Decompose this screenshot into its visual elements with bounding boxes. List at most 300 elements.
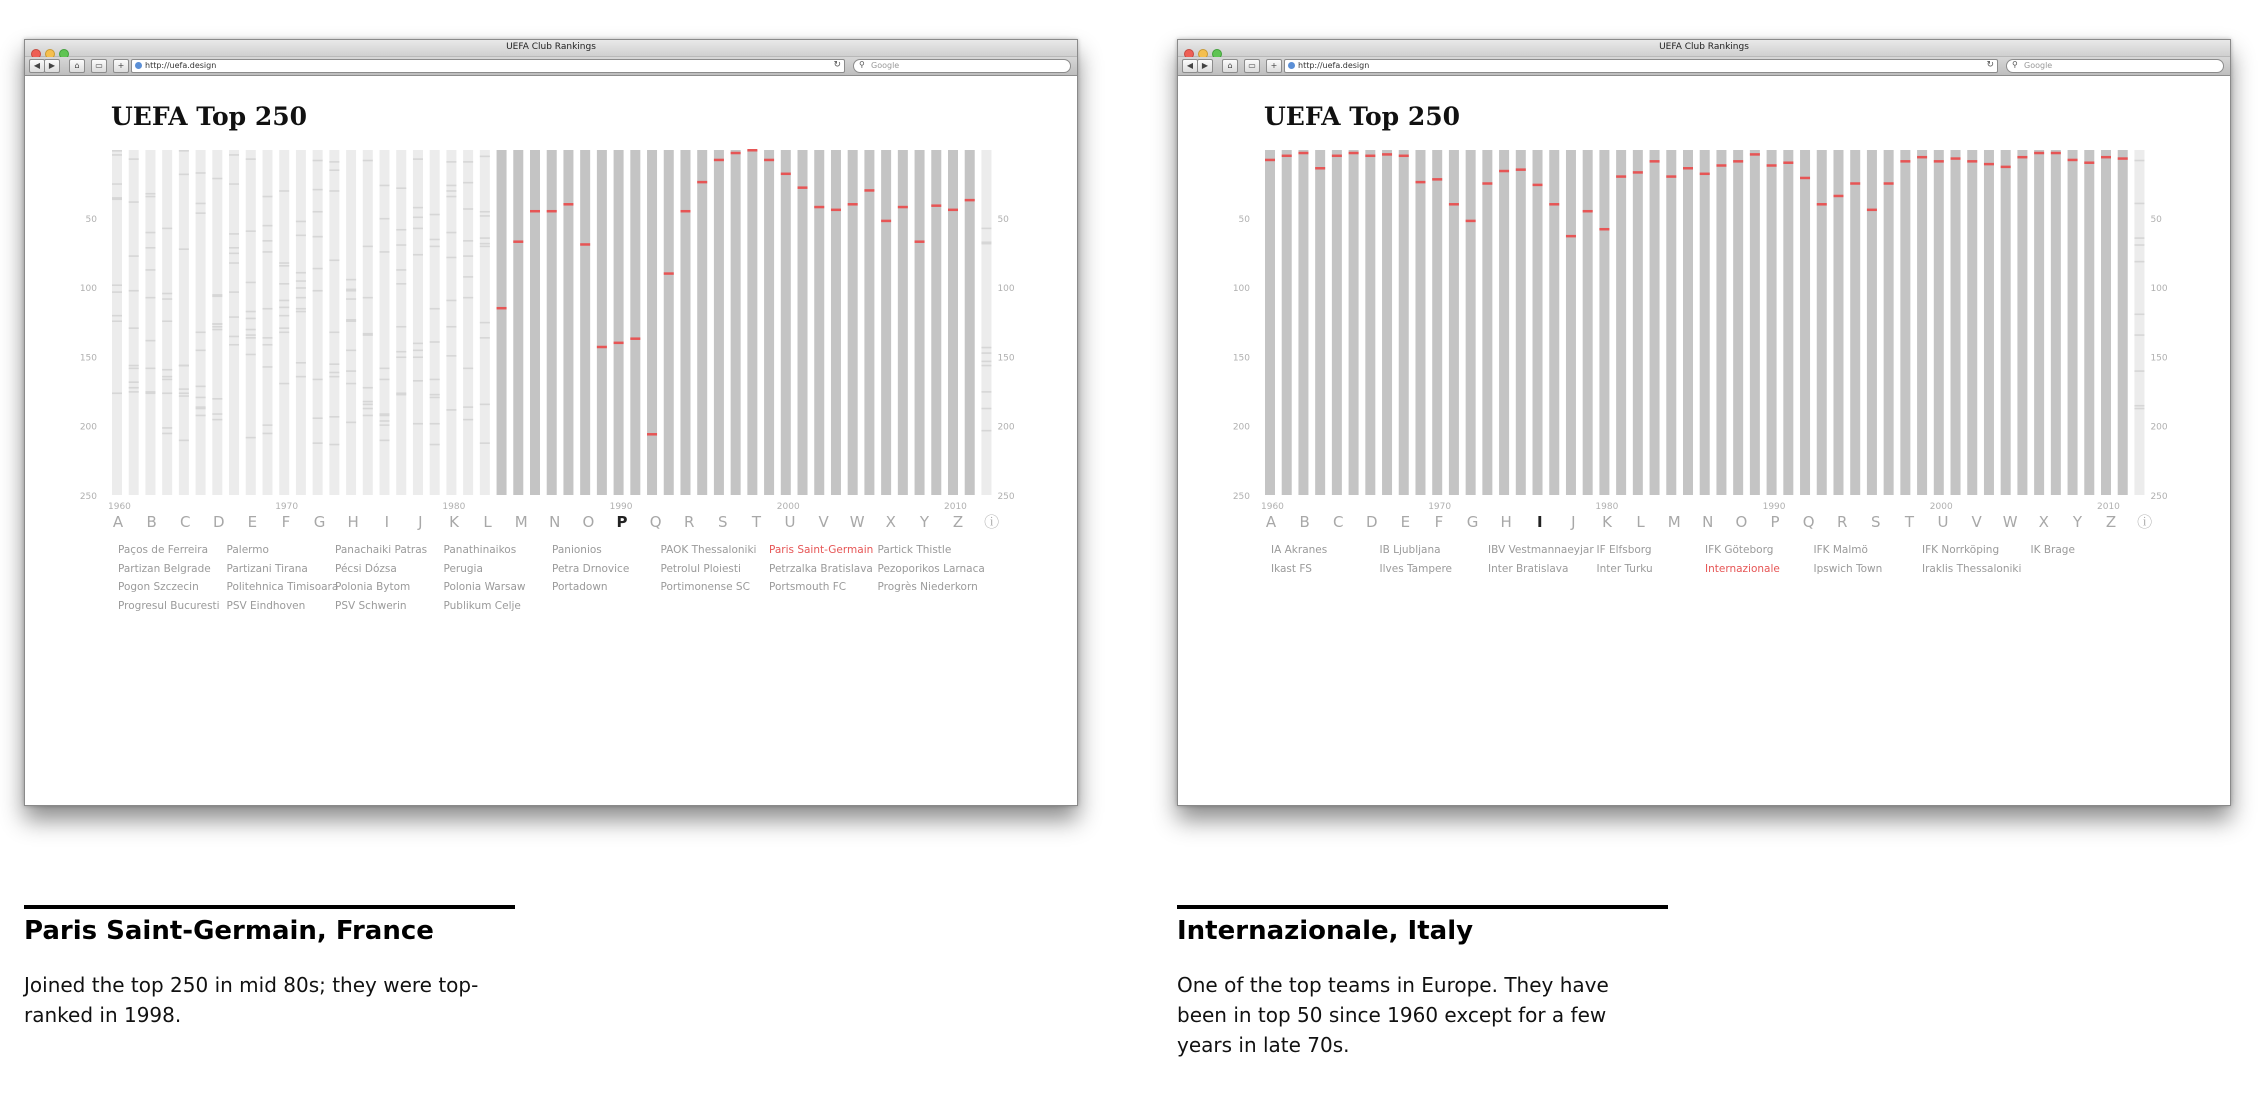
club-rank-mark (112, 150, 122, 152)
club-rank-mark (313, 211, 323, 213)
selected-rank-mark (948, 209, 958, 212)
club-name[interactable]: Partizani Tirana (226, 562, 308, 575)
club-rank-mark (196, 350, 206, 352)
club-rank-mark (246, 230, 256, 232)
club-rank-mark (229, 262, 239, 264)
letter-index-item: M (514, 513, 528, 531)
year-tick-label: 1990 (1762, 502, 1786, 512)
club-rank-mark (363, 160, 373, 162)
selected-rank-mark (1917, 156, 1927, 159)
page-content (25, 76, 1077, 805)
selected-rank-mark (814, 206, 824, 209)
season-bar (1583, 150, 1593, 495)
browser-toolbar (1178, 57, 2230, 76)
club-rank-mark (229, 233, 239, 235)
address-bar[interactable] (1284, 59, 1998, 73)
year-tick-label: 2010 (944, 502, 967, 512)
selected-rank-mark (1967, 160, 1977, 163)
club-name[interactable]: Portsmouth FC (769, 581, 847, 593)
selected-rank-mark (1884, 182, 1894, 185)
club-rank-mark (279, 190, 289, 192)
club-rank-mark (2134, 405, 2144, 407)
search-field[interactable] (853, 59, 1071, 73)
club-name[interactable]: Inter Turku (1596, 562, 1653, 575)
club-name[interactable]: Polonia Bytom (335, 581, 411, 593)
rank-tick-label: 250 (79, 492, 97, 502)
club-rank-mark (212, 398, 222, 400)
season-bar (2084, 150, 2094, 495)
club-name[interactable]: Polonia Warsaw (443, 581, 526, 593)
back-button[interactable]: ◀ (29, 59, 45, 73)
club-rank-mark (246, 354, 256, 356)
club-rank-mark (279, 315, 289, 317)
add-bookmark-button[interactable]: + (1266, 59, 1282, 73)
season-bar (547, 150, 557, 495)
selected-rank-mark (764, 159, 774, 162)
club-name[interactable]: Iraklis Thessaloniki (1922, 562, 2022, 575)
club-name[interactable]: IK Brage (2030, 544, 2075, 556)
club-rank-mark (162, 298, 172, 300)
club-name[interactable]: Petra Drnovice (552, 562, 630, 575)
club-name[interactable]: Portimonense SC (660, 581, 750, 593)
club-rank-mark (246, 437, 256, 439)
letter-index-item: L (1636, 513, 1645, 531)
club-name[interactable]: PSV Schwerin (335, 599, 407, 612)
rank-tick-label: 250 (1232, 492, 1250, 502)
club-rank-mark (262, 225, 272, 227)
club-rank-mark (313, 379, 323, 381)
club-name[interactable]: Ilves Tampere (1379, 562, 1453, 575)
letter-index-item: T (1904, 513, 1914, 531)
season-bar (1967, 150, 1977, 495)
bookmarks-button[interactable]: ▭ (1244, 59, 1260, 73)
letter-index-item: P (616, 513, 628, 531)
club-rank-mark (262, 433, 272, 435)
letter-index-item: Y (919, 513, 929, 531)
club-rank-mark (380, 218, 390, 220)
title-bar[interactable] (25, 40, 1077, 57)
season-bar (1984, 150, 1994, 495)
club-rank-mark (262, 337, 272, 339)
letter-index-item: S (718, 513, 728, 531)
reload-icon[interactable]: ↻ (1986, 60, 1994, 70)
year-tick-label: 1990 (609, 502, 633, 512)
club-rank-mark (463, 368, 473, 370)
season-bar (530, 150, 540, 495)
back-button[interactable]: ◀ (1182, 59, 1198, 73)
season-bar (262, 150, 272, 495)
club-rank-mark (981, 365, 991, 367)
selected-rank-mark (1650, 160, 1660, 163)
season-bar (413, 150, 423, 495)
club-rank-mark (329, 332, 339, 334)
selected-rank-mark (630, 337, 640, 340)
season-bar (1800, 150, 1810, 495)
club-rank-mark (413, 343, 423, 345)
season-bar (1466, 150, 1476, 495)
club-rank-mark (296, 297, 306, 299)
club-name[interactable]: IFK Göteborg (1705, 544, 1774, 556)
letter-index-item: O (1735, 513, 1748, 531)
club-rank-mark (413, 350, 423, 352)
season-bar (446, 150, 456, 495)
letter-index-item: B (146, 513, 157, 531)
club-name[interactable]: Partick Thistle (877, 544, 952, 556)
club-rank-mark (329, 363, 339, 365)
selected-rank-mark (2118, 157, 2128, 160)
letter-index-item: M (1667, 513, 1681, 531)
club-name[interactable]: Partizan Belgrade (118, 562, 211, 575)
club-rank-mark (380, 420, 390, 422)
club-rank-mark (380, 379, 390, 381)
season-bar (2118, 150, 2128, 495)
letter-index-item: B (1299, 513, 1310, 531)
club-rank-mark (129, 381, 139, 383)
club-rank-mark (446, 185, 456, 187)
club-rank-mark (396, 269, 406, 271)
club-rank-mark (446, 326, 456, 328)
selected-rank-mark (747, 149, 757, 152)
letter-index-item: T (751, 513, 761, 531)
selected-rank-mark (881, 220, 891, 223)
season-bar (814, 150, 824, 495)
club-rank-mark (463, 406, 473, 408)
season-bar (1549, 150, 1559, 495)
season-bar (1716, 150, 1726, 495)
club-rank-mark (212, 413, 222, 415)
club-rank-mark (313, 189, 323, 191)
club-name[interactable]: Paços de Ferreira (118, 544, 209, 556)
club-rank-mark (162, 392, 172, 394)
club-rank-mark (179, 388, 189, 390)
season-bar (1349, 150, 1359, 495)
selected-rank-mark (1750, 153, 1760, 156)
club-name[interactable]: Politehnica Timisoara (226, 581, 339, 593)
club-rank-mark (329, 259, 339, 261)
season-bar (2017, 150, 2027, 495)
season-bar (931, 150, 941, 495)
club-rank-mark (396, 283, 406, 285)
season-bar (630, 150, 640, 495)
season-bar (781, 150, 791, 495)
club-name[interactable]: IF Elfsborg (1596, 544, 1652, 556)
club-name[interactable]: Pezoporikos Larnaca (877, 562, 985, 575)
globe-icon (1288, 62, 1295, 69)
selected-rank-mark (1533, 184, 1543, 187)
season-bar (196, 150, 206, 495)
letter-index-item: D (213, 513, 225, 531)
reload-icon[interactable]: ↻ (833, 60, 841, 70)
season-bar (1599, 150, 1609, 495)
selected-rank-mark (1298, 152, 1308, 155)
selected-rank-mark (864, 189, 874, 192)
club-name[interactable]: Palermo (226, 544, 269, 556)
club-rank-mark (196, 406, 206, 408)
season-bar (1616, 150, 1626, 495)
club-rank-mark (430, 394, 440, 396)
letter-index-item: G (1466, 513, 1479, 531)
season-bar (212, 150, 222, 495)
selected-rank-mark (697, 181, 707, 184)
club-rank-mark (396, 394, 406, 396)
address-bar[interactable] (131, 59, 845, 73)
club-rank-mark (212, 295, 222, 297)
rank-tick-label: 100 (997, 284, 1015, 295)
club-name[interactable]: Petrolul Ploiesti (660, 562, 741, 575)
club-rank-mark (981, 408, 991, 410)
add-bookmark-button[interactable]: + (113, 59, 129, 73)
forward-button[interactable]: ▶ (44, 59, 60, 73)
club-rank-mark (430, 239, 440, 241)
letter-index-item: F (1434, 513, 1444, 531)
club-rank-mark (329, 169, 339, 171)
letter-index-item: Q (649, 513, 662, 531)
club-rank-mark (246, 158, 256, 160)
club-rank-mark (329, 444, 339, 446)
club-rank-mark (262, 308, 272, 310)
club-rank-mark (279, 383, 289, 385)
club-rank-mark (179, 365, 189, 367)
club-rank-mark (296, 376, 306, 378)
club-name[interactable]: Progresul Bucuresti (118, 599, 220, 612)
club-rank-mark (179, 248, 189, 250)
season-bar (1833, 150, 1843, 495)
club-rank-mark (396, 351, 406, 353)
club-rank-mark (2134, 408, 2144, 410)
browser-window-right (1177, 39, 2231, 806)
letter-index-item: X (2038, 513, 2049, 531)
club-name[interactable]: Pogon Szczecin (118, 581, 199, 593)
selected-rank-mark (1817, 203, 1827, 206)
season-bar (162, 150, 172, 495)
club-name[interactable]: Pécsi Dózsa (335, 562, 397, 575)
club-rank-mark (396, 356, 406, 358)
selected-rank-mark (1951, 157, 1961, 160)
rank-tick-label: 150 (997, 353, 1015, 364)
club-rank-mark (129, 255, 139, 257)
letter-index-item: R (1836, 513, 1848, 531)
club-rank-mark (145, 297, 155, 299)
selected-rank-mark (1282, 155, 1292, 158)
bookmarks-button[interactable]: ▭ (91, 59, 107, 73)
club-rank-mark (446, 300, 456, 302)
club-rank-mark (179, 150, 189, 152)
club-name[interactable]: Panionios (552, 544, 602, 556)
search-placeholder: Google (2024, 61, 2053, 70)
club-rank-mark (129, 158, 139, 160)
page-title: UEFA Top 250 (1264, 102, 1461, 131)
club-name[interactable]: Paris Saint-Germain (769, 544, 874, 556)
club-rank-mark (430, 379, 440, 381)
club-name[interactable]: Ikast FS (1271, 562, 1312, 575)
club-rank-mark (313, 160, 323, 162)
letter-index-item: I (1537, 513, 1543, 531)
letter-index-item: K (1602, 513, 1612, 531)
selected-rank-mark (547, 210, 557, 213)
season-bar (831, 150, 841, 495)
club-rank-mark (145, 196, 155, 198)
letter-index-item: H (347, 513, 359, 531)
letter-index-item: V (818, 513, 829, 531)
letter-index-item: A (112, 513, 124, 531)
caption-body: One of the top teams in Europe. They have been in top 50 since 1960 except for a few years in late 70s. (1177, 973, 1609, 1057)
year-tick-label: 1970 (275, 502, 299, 512)
forward-button[interactable]: ▶ (1197, 59, 1213, 73)
letter-index-item: C (179, 513, 191, 531)
season-bar (1298, 150, 1308, 495)
club-rank-mark (363, 404, 373, 406)
club-rank-mark (279, 300, 289, 302)
club-rank-mark (313, 417, 323, 419)
club-rank-mark (363, 333, 373, 335)
club-name[interactable]: PSV Eindhoven (226, 599, 306, 612)
club-name[interactable]: IA Akranes (1271, 544, 1328, 556)
season-bar (680, 150, 690, 495)
club-rank-mark (396, 244, 406, 246)
club-rank-mark (296, 362, 306, 364)
selected-rank-mark (898, 206, 908, 209)
club-name[interactable]: IB Ljubljana (1379, 544, 1441, 556)
letter-index-item: U (784, 513, 796, 531)
club-rank-mark (413, 228, 423, 230)
club-rank-mark (346, 370, 356, 372)
club-rank-mark (246, 282, 256, 284)
season-bar (1934, 150, 1944, 495)
selected-rank-mark (1833, 195, 1843, 198)
club-name[interactable]: Publikum Celje (443, 599, 521, 612)
club-name[interactable]: IBV Vestmannaeyjar (1488, 544, 1594, 556)
club-rank-mark (413, 158, 423, 160)
letter-index-item: F (281, 513, 291, 531)
year-tick-label: 2010 (2097, 502, 2120, 512)
club-name[interactable]: Progrès Niederkorn (877, 581, 978, 593)
club-rank-mark (129, 327, 139, 329)
selected-rank-mark (1666, 175, 1676, 178)
selected-rank-mark (614, 342, 624, 345)
club-name[interactable]: IFK Malmö (1813, 544, 1868, 556)
club-rank-mark (296, 311, 306, 313)
club-rank-mark (463, 255, 473, 257)
club-rank-mark (363, 401, 373, 403)
season-bar (2051, 150, 2061, 495)
club-rank-mark (162, 433, 172, 435)
club-name[interactable]: Petrzalka Bratislava (769, 562, 873, 575)
letter-index-item: J (418, 513, 423, 531)
selected-rank-mark (2001, 166, 2011, 169)
club-rank-mark (346, 279, 356, 281)
letter-index-item: R (683, 513, 695, 531)
title-bar[interactable] (1178, 40, 2230, 57)
club-rank-mark (446, 161, 456, 163)
selected-rank-mark (931, 204, 941, 207)
club-rank-mark (2134, 237, 2144, 239)
club-rank-mark (212, 323, 222, 325)
club-name[interactable]: Perugia (443, 562, 483, 575)
selected-rank-mark (1583, 210, 1593, 213)
club-rank-mark (981, 361, 991, 363)
selected-rank-mark (1382, 153, 1392, 156)
club-rank-mark (145, 340, 155, 342)
club-rank-mark (246, 337, 256, 339)
club-rank-mark (480, 322, 490, 324)
letter-index-item: S (1871, 513, 1881, 531)
season-bar (1783, 150, 1793, 495)
selected-rank-mark (1716, 164, 1726, 167)
season-bar (563, 150, 573, 495)
club-rank-mark (145, 368, 155, 370)
letter-index-item: W (2002, 513, 2018, 531)
club-name[interactable]: Internazionale (1705, 562, 1780, 575)
season-bar (2134, 150, 2144, 495)
club-rank-mark (296, 308, 306, 310)
selected-rank-mark (1867, 209, 1877, 212)
club-rank-mark (413, 254, 423, 256)
search-field[interactable] (2006, 59, 2224, 73)
club-rank-mark (446, 232, 456, 234)
club-name[interactable]: Panachaiki Patras (335, 544, 428, 556)
club-rank-mark (463, 208, 473, 210)
year-tick-label: 1960 (108, 502, 131, 512)
home-button[interactable]: ⌂ (1222, 59, 1238, 73)
club-rank-mark (246, 318, 256, 320)
club-name[interactable]: PAOK Thessaloniki (660, 544, 757, 556)
selected-rank-mark (1349, 152, 1359, 155)
letter-index-item: X (885, 513, 896, 531)
club-name[interactable]: Panathinaikos (443, 544, 517, 556)
club-rank-mark (162, 427, 172, 429)
club-rank-mark (229, 316, 239, 318)
club-rank-mark (212, 329, 222, 331)
season-bar (179, 150, 189, 495)
rank-tick-label: 200 (1232, 422, 1250, 433)
club-name[interactable]: IFK Norrköping (1922, 544, 2000, 556)
club-name[interactable]: Portadown (552, 581, 608, 593)
season-bar (898, 150, 908, 495)
letter-index-item: N (549, 513, 561, 531)
letter-index-item: Z (952, 513, 964, 531)
letter-index-item: K (449, 513, 459, 531)
season-bar (948, 150, 958, 495)
selected-rank-mark (1415, 181, 1425, 184)
club-name[interactable]: Ipswich Town (1813, 562, 1883, 575)
season-bar (1432, 150, 1442, 495)
club-rank-mark (981, 391, 991, 393)
selected-rank-mark (1616, 175, 1626, 178)
rank-tick-label: 150 (79, 353, 97, 364)
caption-title: Paris Saint-Germain, France (24, 916, 434, 946)
club-rank-mark (480, 243, 490, 245)
club-rank-mark (296, 235, 306, 237)
home-button[interactable]: ⌂ (69, 59, 85, 73)
club-rank-mark (981, 430, 991, 432)
club-rank-mark (463, 297, 473, 299)
club-rank-mark (446, 190, 456, 192)
club-rank-mark (329, 416, 339, 418)
season-bar (380, 150, 390, 495)
browser-toolbar (25, 57, 1077, 76)
club-rank-mark (212, 326, 222, 328)
club-rank-mark (346, 319, 356, 321)
club-name[interactable]: Inter Bratislava (1488, 562, 1569, 575)
selected-rank-mark (664, 272, 674, 275)
club-rank-mark (2134, 334, 2144, 336)
page-title: UEFA Top 250 (111, 102, 308, 131)
club-rank-mark (2134, 370, 2144, 372)
browser-window-left (24, 39, 1078, 806)
club-rank-mark (112, 284, 122, 286)
season-bar (1399, 150, 1409, 495)
season-bar (513, 150, 523, 495)
